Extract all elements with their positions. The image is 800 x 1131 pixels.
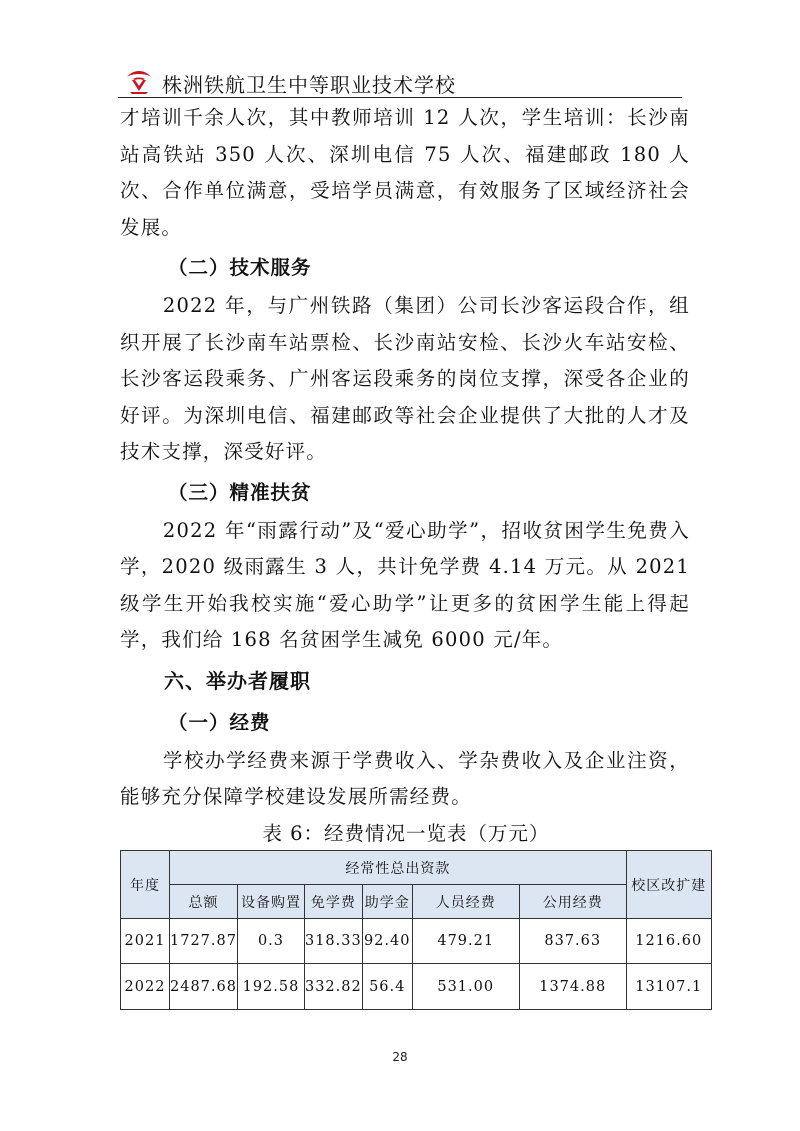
header-grant: 助学金 <box>362 885 412 919</box>
page-body <box>120 100 690 816</box>
cell-total: 2487.68 <box>170 964 238 1010</box>
header-divider <box>118 97 682 98</box>
table-caption: 表 6：经费情况一览表（万元） <box>262 822 550 845</box>
school-name: 株洲铁航卫生中等职业技术学校 <box>162 73 456 97</box>
heading-technical-services: （二）技术服务 <box>168 256 312 279</box>
cell-year: 2022 <box>121 964 170 1010</box>
school-logo-icon <box>124 68 154 94</box>
header-recurring-funding: 经常性总出资款 <box>170 851 627 885</box>
cell-personnel: 479.21 <box>412 919 519 964</box>
cell-equipment: 0.3 <box>237 919 304 964</box>
page-number: 28 <box>392 1050 408 1064</box>
cell-tuition-waiver: 318.33 <box>304 919 362 964</box>
header-tuition-waiver: 免学费 <box>304 885 362 919</box>
cell-personnel: 531.00 <box>412 964 519 1010</box>
heading-poverty-alleviation: （三）精准扶贫 <box>168 480 312 504</box>
cell-equipment: 192.58 <box>237 964 304 1010</box>
header-campus-expansion: 校区改扩建 <box>626 851 711 919</box>
paragraph-funds: 学校办学经费来源于学费收入、学杂费收入及企业注资，能够充分保障学校建设发展所需经费。 <box>120 748 690 808</box>
header-year: 年度 <box>121 851 170 919</box>
header-total: 总额 <box>170 885 238 919</box>
cell-campus: 13107.1 <box>626 964 711 1010</box>
cell-total: 1727.87 <box>170 919 238 964</box>
cell-year: 2021 <box>121 919 170 964</box>
heading-sponsor-duties: 六、举办者履职 <box>164 668 311 693</box>
cell-grant: 56.4 <box>362 964 412 1010</box>
page-header <box>118 62 680 98</box>
paragraph-training: 才培训千余人次，其中教师培训 12 人次，学生培训：长沙南站高铁站 350 人次、深圳电信 75 人次、福建邮政 180 人次、合作单位满意，受培学员满意，有效服务了区域经济社会发展。 <box>120 106 690 239</box>
cell-public: 1374.88 <box>519 964 626 1010</box>
paragraph-technical-services: 2022 年，与广州铁路（集团）公司长沙客运段合作，组织开展了长沙南车站票检、长沙南站安检、长沙火车站安检、长沙客运段乘务、广州客运段乘务的岗位支撑，深受各企业的好评。为深圳电信、福建邮政等社会企业提供了大批的人才及技术支撑，深受好评。 <box>120 294 690 463</box>
funds-table <box>120 850 712 1010</box>
header-public: 公用经费 <box>519 885 626 919</box>
cell-public: 837.63 <box>519 919 626 964</box>
paragraph-poverty-alleviation: 2022 年“雨露行动”及“爱心助学”，招收贫困学生免费入学，2020 级雨露生 3 人，共计免学费 4.14 万元。从 2021 级学生开始我校实施“爱心助学”让更多的贫困学生能上得起学，我们给 168 名贫困学生减免 6000 元/年。 <box>120 518 690 651</box>
heading-funds: （一）经费 <box>168 710 271 734</box>
cell-grant: 92.40 <box>362 919 412 964</box>
table-row <box>121 919 712 964</box>
header-personnel: 人员经费 <box>412 885 519 919</box>
cell-campus: 1216.60 <box>626 919 711 964</box>
table-row <box>121 964 712 1010</box>
header-equipment: 设备购置 <box>237 885 304 919</box>
cell-tuition-waiver: 332.82 <box>304 964 362 1010</box>
